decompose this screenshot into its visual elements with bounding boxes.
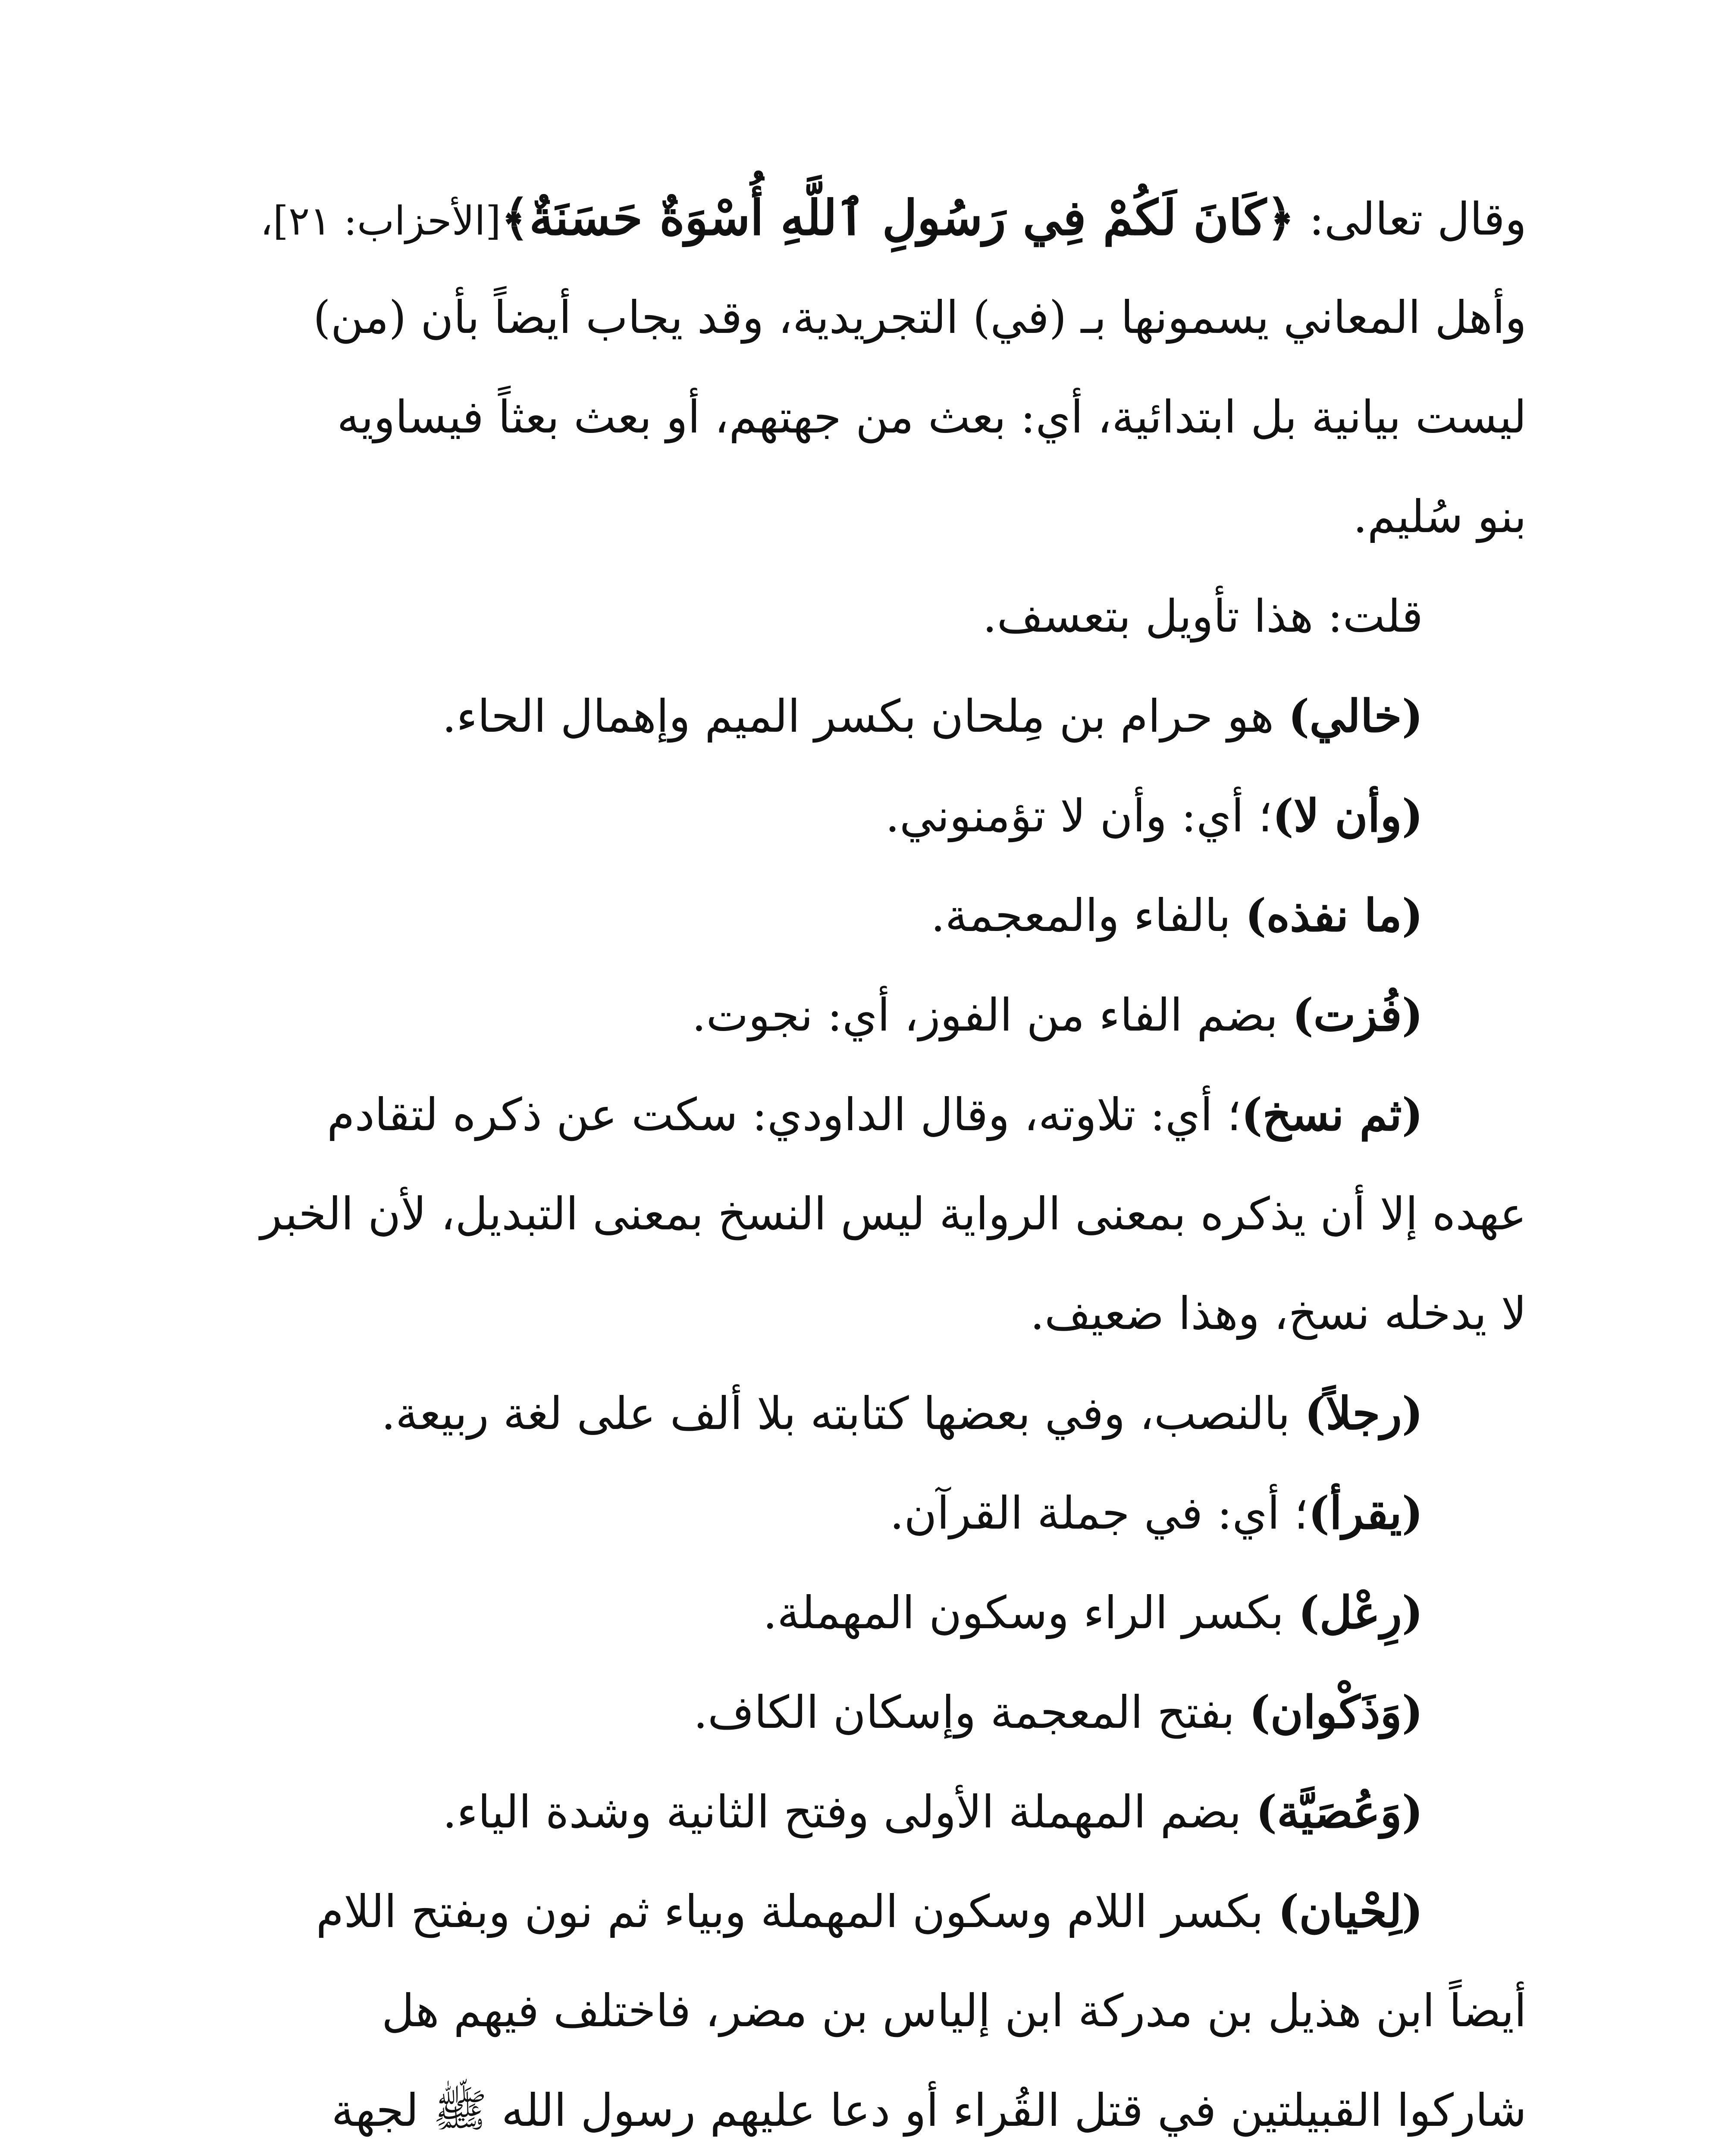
text-line (224, 567, 1527, 666)
gloss-text: بالنصب، وفي بعضها كتابته بلا ألف على لغة ربيعة. (381, 1387, 1305, 1440)
gloss-term: (ثم نسخ) (1241, 1088, 1423, 1141)
text-line (224, 1164, 1527, 1264)
gloss-term: (رِعْل) (1298, 1586, 1423, 1639)
line-text: أيضاً ابن هذيل بن مدركة ابن إلياس بن مضر، فاختلف فيهم هل (382, 1984, 1527, 2037)
gloss-term: (لِحْيان) (1278, 1885, 1423, 1938)
text-line (224, 467, 1527, 567)
gloss-text: بضم الفاء من الفوز، أي: نجوت. (692, 989, 1292, 1041)
line-text: قلت: هذا تأويل بتعسف. (982, 590, 1423, 642)
text-line (224, 268, 1527, 367)
gloss-text: بكسر الراء وسكون المهملة. (763, 1586, 1298, 1639)
gloss-term: (وَذَكْوان) (1249, 1686, 1423, 1739)
text-line (224, 1961, 1527, 2061)
line-text: وقال تعالى: (1295, 193, 1527, 245)
gloss-text: بالفاء والمعجمة. (931, 889, 1245, 942)
gloss-entry (224, 1662, 1527, 1762)
gloss-term: (فُزت) (1292, 988, 1423, 1041)
verse-citation: [الأحزاب: ٢١]، (260, 198, 501, 244)
text-line (224, 1264, 1527, 1363)
line-text: وأهل المعاني يسمونها بـ (في) التجريدية، وقد يجاب أيضاً بأن (من) (313, 291, 1527, 344)
line-text: ليست بيانية بل ابتدائية، أي: بعث من جهتهم، أو بعث بعثاً فيساويه (337, 391, 1527, 443)
line-text: لا يدخله نسخ، وهذا ضعيف. (1030, 1287, 1527, 1340)
gloss-term: (وأن لا) (1272, 789, 1423, 842)
gloss-entry (224, 865, 1527, 965)
gloss-entry (224, 965, 1527, 1065)
gloss-entry (224, 1463, 1527, 1563)
gloss-text: ؛ أي: تلاوته، وقال الداودي: سكت عن ذكره لتقادم (327, 1088, 1242, 1141)
gloss-entry (224, 766, 1527, 865)
gloss-text: بفتح المعجمة وإسكان الكاف. (693, 1686, 1249, 1739)
gloss-term: (ما نفذه) (1245, 889, 1423, 942)
gloss-entry (224, 1563, 1527, 1662)
line-text: عهده إلا أن يذكره بمعنى الرواية ليس النسخ بمعنى التبديل، لأن الخبر (260, 1188, 1527, 1240)
text-line (224, 168, 1527, 268)
gloss-text: هو حرام بن مِلحان بكسر الميم وإهمال الحاء. (442, 690, 1289, 743)
line-text: شاركوا القبيلتين في قتل القُراء أو دعا عليهم رسول الله ﷺ لجهة (331, 2084, 1527, 2137)
gloss-term: (يقرأ) (1308, 1486, 1423, 1539)
gloss-entry (224, 1762, 1527, 1861)
text-line (224, 2061, 1527, 2156)
gloss-term: (خالي) (1288, 689, 1423, 743)
line-text: بنو سُليم. (1353, 490, 1527, 543)
gloss-entry (224, 1065, 1527, 1164)
gloss-text: بكسر اللام وسكون المهملة وبياء ثم نون وبفتح اللام (316, 1885, 1278, 1938)
text-line (224, 367, 1527, 467)
gloss-text: ؛ أي: وأن لا تؤمنوني. (885, 790, 1273, 842)
gloss-term: (وَعُصَيَّة) (1255, 1785, 1423, 1838)
gloss-text: بضم المهملة الأولى وفتح الثانية وشدة الياء. (442, 1786, 1256, 1838)
gloss-entry (224, 1861, 1527, 1961)
commentary-text (224, 168, 1527, 2156)
gloss-term: (رجلاً) (1304, 1387, 1423, 1440)
gloss-entry (224, 1363, 1527, 1463)
gloss-entry (224, 666, 1527, 766)
quran-verse: ﴿كَانَ لَكُمْ فِي رَسُولِ ٱللَّهِ أُسْوَةٌ حَسَنَةٌ﴾ (501, 190, 1295, 246)
gloss-text: ؛ أي: في جملة القرآن. (890, 1487, 1308, 1539)
